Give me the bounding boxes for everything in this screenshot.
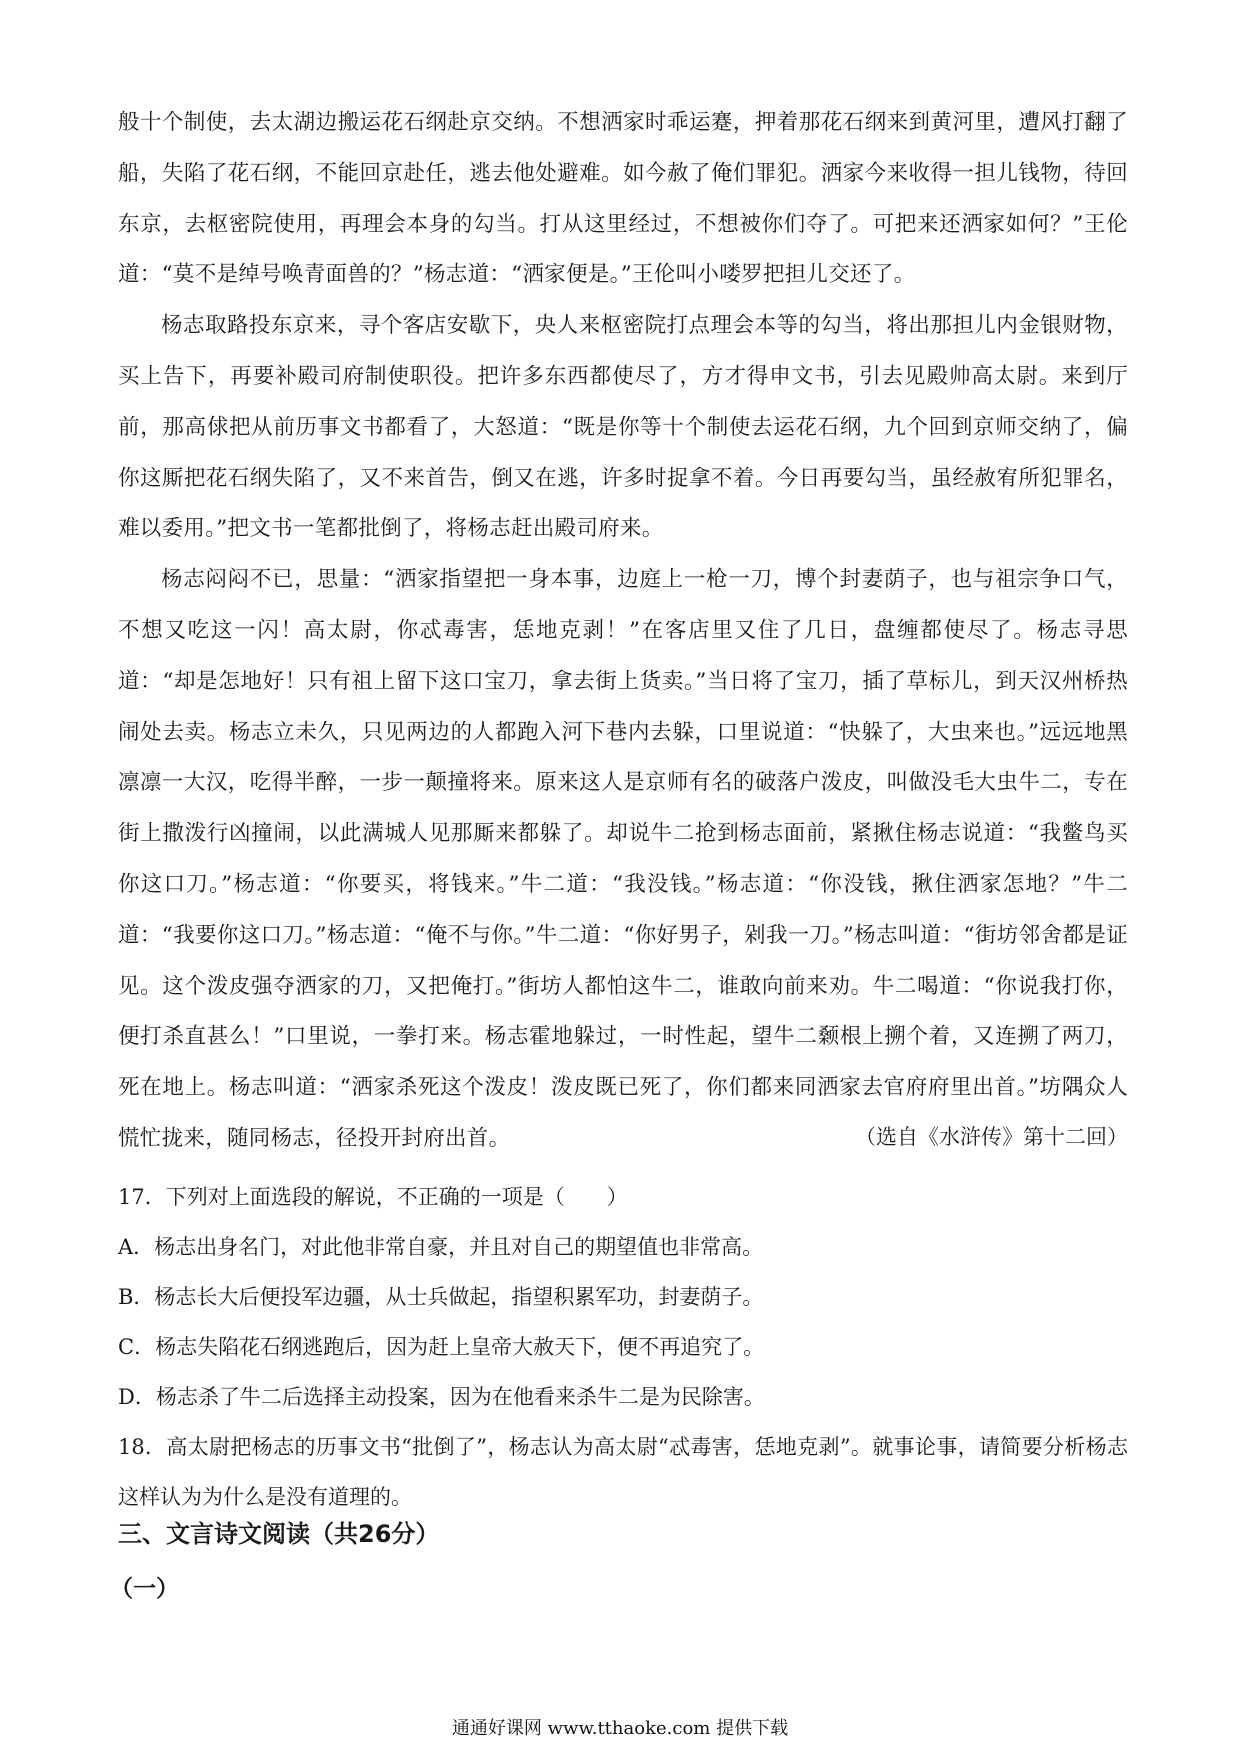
passage-paragraph-3: 杨志闷闷不已，思量：“洒家指望把一身本事，边庭上一枪一刀，博个封妻荫子，也与祖宗争口气，不想又吃这一闪！高太尉，你忒毒害，恁地克剥！”在客店里又住了几日，盘缠都使尽了。杨志寻思道：“却是怎地好！只有祖上留下这口宝刀，拿去街上货卖。”当日将了宝刀，插了草标儿，到天汉州桥热闹处去卖。杨志立未久，只见两边的人都跑入河下巷内去躲，口里说道：“快躲了，大虫来也。”远远地黑凛凛一大汉，吃得半醉，一步一颠撞将来。原来这人是京师有名的破落户泼皮，叫做没毛大虫牛二，专在街上撒泼行凶撞闹，以此满城人见那厮来都躲了。却说牛二抢到杨志面前，紧揪住杨志说道：“我鳖鸟买你这口刀。”杨志道：“你要买，将钱来。”牛二道：“我没钱。”杨志道：“你没钱，揪住洒家怎地？”牛二道：“我要你这口刀。”杨志道：“俺不与你。”牛二道：“你好男子，剁我一刀。”杨志叫道：“街坊邻舍都是证见。这个泼皮强夺洒家的刀，又把俺打。”街坊人都怕这牛二，谁敢向前来劝。牛二喝道：“你说我打你，便打杀直甚么！”口里说，一拳打来。杨志霍地躲过，一时性起，望牛二颡根上搠个着，又连搠了两刀，死在地上。杨志叫道：“洒家杀死这个泼皮！泼皮既已死了，你们都来同洒家去官府府里出首。”坊隅众人慌忙拢来，随同杨志，径投开封府出首。 xyxy=(118,567,1128,1151)
question-block xyxy=(118,1172,1128,1522)
question-18: 18．高太尉把杨志的历事文书“批倒了”，杨志认为高太尉“忒毒害，恁地克剥”。就事论事，请简要分析杨志这样认为为什么是没有道理的。 xyxy=(118,1435,1128,1509)
page-footer: 通通好课网 www.tthaoke.com 提供下载 xyxy=(451,1718,789,1739)
question-17-option-a: A．杨志出身名门，对此他非常自豪，并且对自己的期望值也非常高。 xyxy=(118,1235,764,1259)
question-17-stem: 17．下列对上面选段的解说，不正确的一项是（ ） xyxy=(118,1185,628,1209)
passage-paragraph-1: 般十个制使，去太湖边搬运花石纲赴京交纳。不想洒家时乖运蹇，押着那花石纲来到黄河里，遭风打翻了船，失陷了花石纲，不能回京赴任，逃去他处避难。如今赦了俺们罪犯。洒家今来收得一担儿钱物，待回东京，去枢密院使用，再理会本身的勾当。打从这里经过，不想被你们夺了。可把来还洒家如何？”王伦道：“莫不是绰号唤青面兽的？”杨志道：“洒家便是。”王伦叫小喽罗把担儿交还了。 xyxy=(118,110,1128,288)
question-17-option-b: B．杨志长大后便投军边疆，从士兵做起，指望积累军功，封妻荫子。 xyxy=(118,1285,764,1309)
section-heading: 三、文言诗文阅读（共26分） xyxy=(118,1520,440,1548)
passage-source: （选自《水浒传》第十二回） xyxy=(855,1125,1128,1149)
reading-passage xyxy=(118,98,1128,1165)
question-17-option-d: D．杨志杀了牛二后选择主动投案，因为在他看来杀牛二是为民除害。 xyxy=(118,1385,765,1409)
question-17-option-c: C．杨志失陷花石纲逃跑后，因为赶上皇帝大赦天下，便不再追究了。 xyxy=(118,1335,765,1359)
passage-paragraph-2: 杨志取路投东京来，寻个客店安歇下，央人来枢密院打点理会本等的勾当，将出那担儿内金银财物，买上告下，再要补殿司府制使职役。把许多东西都使尽了，方才得申文书，引去见殿帅高太尉。来到厅前，那高俅把从前历事文书都看了，大怒道：“既是你等十个制使去运花石纲，九个回到京师交纳了，偏你这厮把花石纲失陷了，又不来首告，倒又在逃，许多时捉拿不着。今日再要勾当，虽经赦宥所犯罪名，难以委用。”把文书一笔都批倒了，将杨志赶出殿司府来。 xyxy=(118,313,1128,542)
sub-section-heading: （一） xyxy=(110,1576,179,1602)
